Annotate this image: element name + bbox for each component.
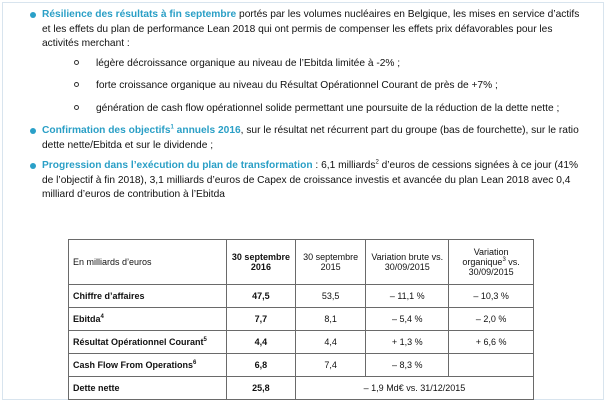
cell-2016: 7,7 xyxy=(226,308,295,331)
cell-2015: 53,5 xyxy=(295,285,365,308)
subitem-text: forte croissance organique au niveau du Résultat Opérationnel Courant de près de +7% ; xyxy=(96,80,498,91)
bullet-dot-icon xyxy=(30,163,36,169)
cell-dette-note: – 1,9 Md€ vs. 31/12/2015 xyxy=(295,377,533,400)
cell-2016: 6,8 xyxy=(226,354,295,377)
cell-organique: – 2,0 % xyxy=(449,308,534,331)
header-label: En milliards d’euros xyxy=(69,240,227,285)
bullet-dot-icon xyxy=(30,128,36,134)
header-variation-brute: Variation brute vs. 30/09/2015 xyxy=(366,240,449,285)
cell-brute: – 8,3 % xyxy=(366,354,449,377)
bullet-lead: Progression dans l’exécution du plan de transformation xyxy=(42,160,313,171)
header-variation-organique: Variation organique$^3$ vs. 30/09/2015 xyxy=(449,240,534,285)
subitem-ring-icon xyxy=(74,82,79,87)
table-row xyxy=(69,331,534,354)
cell-organique: + 6,6 % xyxy=(449,331,534,354)
cell-2015: 4,4 xyxy=(295,331,365,354)
subitem-cashflow xyxy=(42,102,590,117)
results-table xyxy=(68,239,534,400)
bullet-lead: Confirmation des objectifs$^1$ annuels 2016 xyxy=(42,124,241,136)
row-label: Ebitda$^4$ xyxy=(69,308,227,331)
cell-brute: – 11,1 % xyxy=(366,285,449,308)
row-label: Dette nette xyxy=(69,377,227,400)
cell-2015: 8,1 xyxy=(295,308,365,331)
bullet-text: portés par les volumes nucléaires en Belgique, les mises en service d’actifs et les effets du plan de performance Lean 2018 qui ont permis de compenser les effets prix défavorables pour les activités merchant : xyxy=(42,9,580,49)
bullet-dot-icon xyxy=(30,12,36,18)
highlights-list xyxy=(30,8,590,209)
bullet-objectifs xyxy=(30,124,590,153)
subitem-text: légère décroissance organique au niveau de l’Ebitda limitée à -2% ; xyxy=(96,57,401,69)
cell-2016: 47,5 xyxy=(226,285,295,308)
bullet-text: , sur le résultat net récurrent part du groupe (bas de fourchette), sur le ratio dette nette/Ebitda et sur le dividende ; xyxy=(42,125,579,151)
bullet-resilience xyxy=(30,8,590,116)
bullet-text: : 6,1 milliards$^2$ d’euros de cessions signées à ce jour (41% de l’objectif à fin 2018), 3,1 milliards d’euros de Capex de croissance investis et avancée du plan Lean 2018 avec 0,4 milliard d’euros de contribution à l’Ebitda xyxy=(42,159,579,200)
subitem-text: génération de cash flow opérationnel solide permettant une poursuite de la réduction de la dette nette ; xyxy=(96,102,560,114)
cell-2015: 7,4 xyxy=(295,354,365,377)
subitem-roc xyxy=(42,79,590,94)
cell-brute: – 5,4 % xyxy=(366,308,449,331)
table-row xyxy=(69,308,534,331)
cell-organique xyxy=(449,354,534,377)
cell-2016: 25,8 xyxy=(226,377,295,400)
table-header-row xyxy=(69,240,534,285)
table-row xyxy=(69,377,534,400)
header-2015: 30 septembre 2015 xyxy=(295,240,365,285)
cell-2016: 4,4 xyxy=(226,331,295,354)
cell-brute: + 1,3 % xyxy=(366,331,449,354)
subitem-ebitda xyxy=(42,57,590,72)
table-row xyxy=(69,285,534,308)
row-label: Résultat Opérationnel Courant$^5$ xyxy=(69,331,227,354)
bullet-lead: Résilience des résultats à fin septembre xyxy=(42,9,237,20)
cell-organique: – 10,3 % xyxy=(449,285,534,308)
subitem-ring-icon xyxy=(74,105,79,110)
row-label: Cash Flow From Operations$^6$ xyxy=(69,354,227,377)
bullet-transformation xyxy=(30,159,590,203)
row-label: Chiffre d’affaires xyxy=(69,285,227,308)
header-2016: 30 septembre 2016 xyxy=(226,240,295,285)
table-row xyxy=(69,354,534,377)
subitem-ring-icon xyxy=(74,60,79,65)
